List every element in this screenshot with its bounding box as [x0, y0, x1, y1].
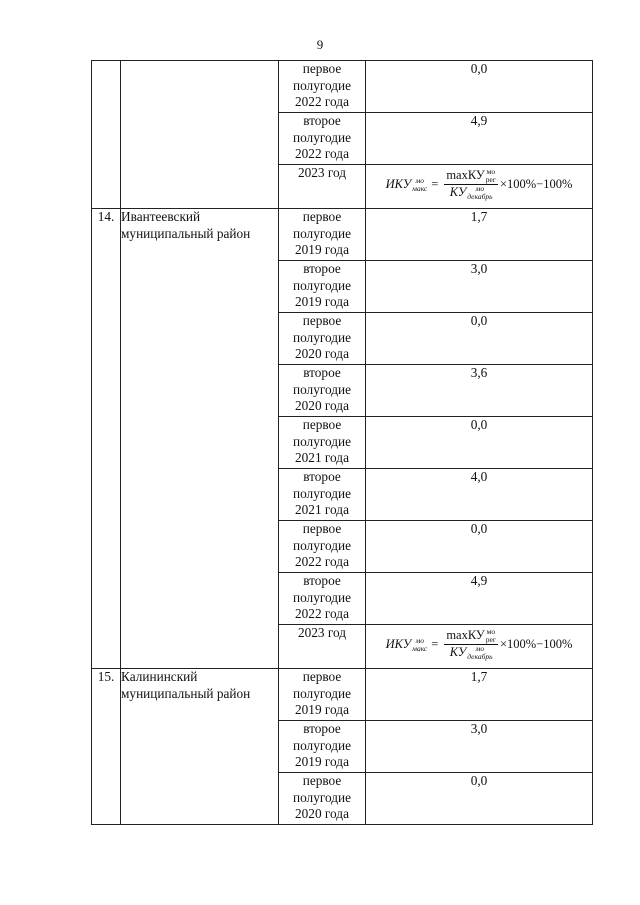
period-label-line: первое — [302, 313, 342, 328]
period-label-line: второе — [303, 365, 341, 380]
period-label — [279, 113, 366, 165]
period-label-line: 2022 года — [295, 94, 349, 109]
table-row — [92, 209, 593, 261]
period-label-line: 2019 года — [295, 242, 349, 257]
period-label-line: второе — [303, 573, 341, 588]
indicator-value: 3,0 — [366, 721, 593, 773]
period-label-line: 2019 года — [295, 702, 349, 717]
table-row — [92, 61, 593, 113]
formula-cell — [366, 625, 593, 669]
period-label-line: 2023 год — [297, 165, 347, 180]
period-label-line: первое — [302, 61, 342, 76]
formula-den-sup: мо — [475, 644, 485, 654]
table-row — [92, 669, 593, 721]
period-label-line: полугодие — [292, 277, 352, 293]
indicator-value: 1,7 — [366, 669, 593, 721]
period-label — [279, 165, 366, 209]
formula-num-sub: рег — [485, 635, 496, 645]
period-label — [279, 61, 366, 113]
period-label-line: первое — [302, 669, 342, 684]
period-label — [279, 417, 366, 469]
period-label-line: второе — [303, 113, 341, 128]
period-label-line: полугодие — [292, 589, 352, 605]
period-label — [279, 261, 366, 313]
period-label-line: полугодие — [292, 685, 352, 701]
formula-num-sup: мо — [486, 627, 496, 637]
row-number — [92, 61, 121, 209]
formula-numerator: maxКУ — [446, 628, 485, 642]
period-label-line: полугодие — [292, 129, 352, 145]
period-label-line: полугодие — [292, 433, 352, 449]
page-number: 9 — [316, 37, 324, 52]
indicator-value: 0,0 — [366, 61, 593, 113]
period-label-line: второе — [303, 721, 341, 736]
district-name: Ивантеевский муниципальный район — [121, 209, 279, 669]
period-label-line: полугодие — [292, 77, 352, 93]
period-label — [279, 313, 366, 365]
period-label-line: полугодие — [292, 737, 352, 753]
period-label-line: 2022 года — [295, 554, 349, 569]
period-label-line: 2019 года — [295, 294, 349, 309]
period-label-line: первое — [302, 417, 342, 432]
formula-den-sup: мо — [475, 184, 485, 194]
period-label-line: второе — [303, 261, 341, 276]
period-label — [279, 773, 366, 825]
formula-lhs-sub: макс — [412, 183, 428, 193]
indicator-value: 1,7 — [366, 209, 593, 261]
period-label-line: первое — [302, 521, 342, 536]
formula-num-sup: мо — [486, 167, 496, 177]
period-label — [279, 573, 366, 625]
formula-eq: = — [431, 177, 439, 192]
period-label-line: 2021 года — [295, 450, 349, 465]
formula-fraction — [444, 628, 498, 661]
formula-lhs: ИКУ — [385, 637, 412, 652]
period-label-line: полугодие — [292, 485, 352, 501]
formula-denominator: КУ — [449, 645, 467, 660]
indicator-value: 4,9 — [366, 113, 593, 165]
formula-denominator: КУ — [449, 185, 467, 200]
indicator-value: 0,0 — [366, 417, 593, 469]
formula-numerator: maxКУ — [446, 168, 485, 182]
index-formula — [386, 628, 573, 661]
period-label — [279, 625, 366, 669]
period-label — [279, 209, 366, 261]
period-label-line: первое — [302, 209, 342, 224]
indicator-value: 0,0 — [366, 773, 593, 825]
period-label — [279, 521, 366, 573]
formula-lhs-sub: макс — [412, 643, 428, 653]
period-label-line: полугодие — [292, 537, 352, 553]
period-label-line: 2020 года — [295, 806, 349, 821]
formula-eq: = — [431, 637, 439, 652]
period-label-line: 2022 года — [295, 606, 349, 621]
indicator-value: 0,0 — [366, 313, 593, 365]
row-number: 14. — [92, 209, 121, 669]
formula-num-sub: рег — [485, 175, 496, 185]
indicator-value: 0,0 — [366, 521, 593, 573]
indicator-table — [91, 60, 593, 825]
period-label — [279, 669, 366, 721]
period-label — [279, 365, 366, 417]
period-label-line: полугодие — [292, 225, 352, 241]
period-label-line: 2021 года — [295, 502, 349, 517]
period-label-line: 2019 года — [295, 754, 349, 769]
formula-lhs: ИКУ — [385, 177, 412, 192]
formula-cell — [366, 165, 593, 209]
formula-fraction — [444, 168, 498, 201]
indicator-value: 3,6 — [366, 365, 593, 417]
formula-lhs-sup: мо — [415, 635, 424, 645]
district-name: Калининский муниципальный район — [121, 669, 279, 825]
district-name — [121, 61, 279, 209]
period-label-line: второе — [303, 469, 341, 484]
period-label-line: 2022 года — [295, 146, 349, 161]
formula-lhs-sup: мо — [415, 175, 424, 185]
period-label — [279, 721, 366, 773]
formula-den-sub: декабрь — [467, 192, 493, 202]
index-formula — [386, 168, 573, 201]
period-label-line: полугодие — [292, 329, 352, 345]
period-label-line: полугодие — [292, 381, 352, 397]
period-label — [279, 469, 366, 521]
formula-tail: ×100%−100% — [499, 177, 573, 192]
period-label-line: 2020 года — [295, 398, 349, 413]
row-number: 15. — [92, 669, 121, 825]
formula-den-sub: декабрь — [467, 652, 493, 662]
period-label-line: 2020 года — [295, 346, 349, 361]
period-label-line: полугодие — [292, 789, 352, 805]
indicator-value: 3,0 — [366, 261, 593, 313]
indicator-value: 4,0 — [366, 469, 593, 521]
table-body — [92, 61, 593, 825]
period-label-line: 2023 год — [297, 625, 347, 640]
period-label-line: первое — [302, 773, 342, 788]
indicator-value: 4,9 — [366, 573, 593, 625]
formula-tail: ×100%−100% — [499, 637, 573, 652]
